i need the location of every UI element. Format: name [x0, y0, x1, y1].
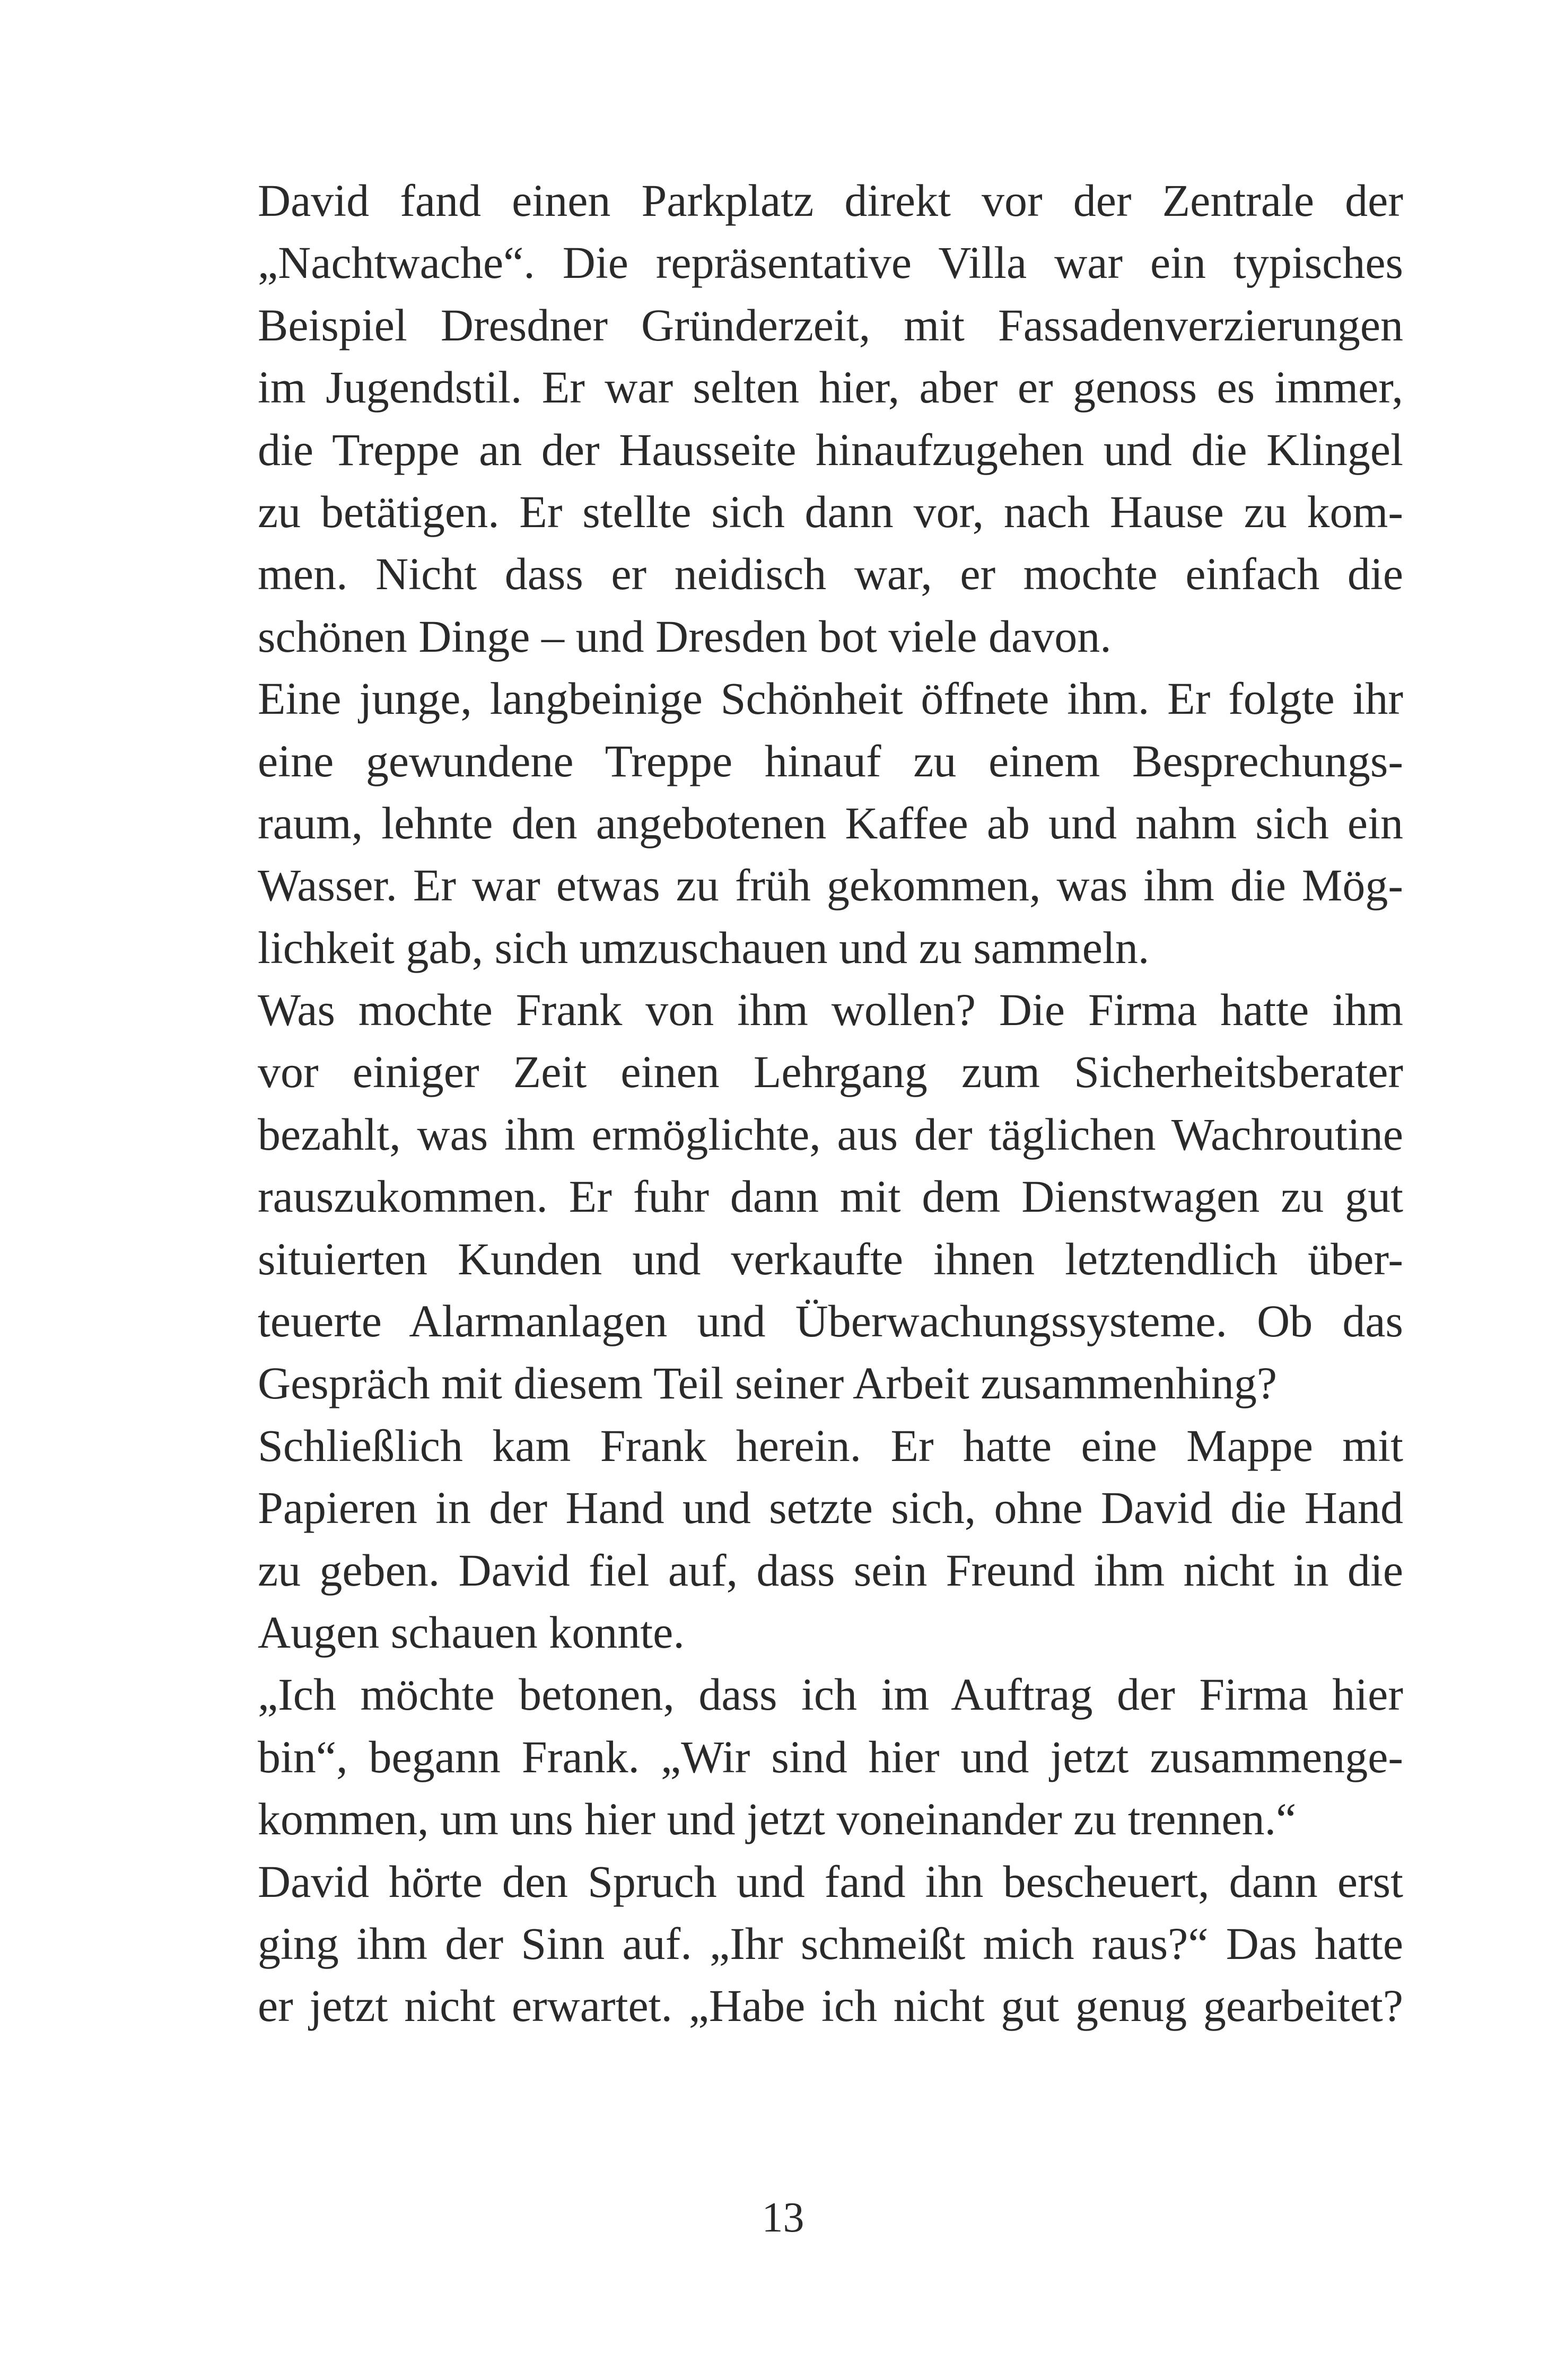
text-line: Wasser. Er war etwas zu früh gekommen, was ihm die Mög- — [258, 860, 1403, 911]
text-line: „Ich möchte betonen, dass ich im Auftrag der Firma hier — [258, 1669, 1403, 1720]
text-line: situierten Kunden und verkaufte ihnen letztendlich über- — [258, 1233, 1403, 1284]
text-line: zu betätigen. Er stellte sich dann vor, nach Hause zu kom- — [258, 486, 1403, 537]
text-line: schönen Dinge – und Dresden bot viele davon. — [258, 610, 1112, 662]
text-line: lichkeit gab, sich umzuschauen und zu sammeln. — [258, 922, 1150, 973]
text-line: David hörte den Spruch und fand ihn bescheuert, dann erst — [258, 1856, 1403, 1907]
text-line: eine gewundene Treppe hinauf zu einem Besprechungs- — [258, 735, 1403, 786]
page-number: 13 — [762, 2194, 804, 2241]
text-line: raum, lehnte den angebotenen Kaffee ab und nahm sich ein — [258, 797, 1403, 848]
text-line: zu geben. David fiel auf, dass sein Freund ihm nicht in die — [258, 1544, 1403, 1596]
text-line: ging ihm der Sinn auf. „Ihr schmeißt mich raus?“ Das hatte — [258, 1918, 1403, 1969]
text-line: Gespräch mit diesem Teil seiner Arbeit zusammenhing? — [258, 1358, 1278, 1409]
text-line: „Nachtwache“. Die repräsentative Villa war ein typisches — [258, 237, 1403, 288]
text-line: Was mochte Frank von ihm wollen? Die Firma hatte ihm — [258, 984, 1403, 1036]
text-line: teuerte Alarmanlagen und Überwachungssysteme. Ob das — [258, 1296, 1403, 1347]
text-line: die Treppe an der Hausseite hinaufzugehen und die Klingel — [258, 424, 1403, 475]
text-line: men. Nicht dass er neidisch war, er mochte einfach die — [258, 548, 1403, 600]
text-line: rauszukommen. Er fuhr dann mit dem Dienstwagen zu gut — [258, 1171, 1403, 1222]
text-line: im Jugendstil. Er war selten hier, aber er genoss es immer, — [258, 362, 1403, 413]
text-line: Eine junge, langbeinige Schönheit öffnete ihm. Er folgte ihr — [258, 673, 1403, 724]
text-line: Schließlich kam Frank herein. Er hatte eine Mappe mit — [258, 1420, 1403, 1471]
text-line: bezahlt, was ihm ermöglichte, aus der täglichen Wachroutine — [258, 1108, 1403, 1160]
text-line: Beispiel Dresdner Gründerzeit, mit Fassadenverzierungen — [258, 299, 1403, 351]
text-line: bin“, begann Frank. „Wir sind hier und jetzt zusammenge- — [258, 1731, 1403, 1782]
text-line: Augen schauen konnte. — [258, 1606, 685, 1658]
text-line: er jetzt nicht erwartet. „Habe ich nicht gut genug gearbeitet? — [258, 1980, 1403, 2032]
text-line: David fand einen Parkplatz direkt vor der Zentrale der — [258, 175, 1403, 226]
text-line: vor einiger Zeit einen Lehrgang zum Sicherheitsberater — [258, 1046, 1403, 1098]
text-line: Papieren in der Hand und setzte sich, ohne David die Hand — [258, 1482, 1403, 1534]
body-text — [258, 170, 1403, 2037]
text-line: kommen, um uns hier und jetzt voneinander zu trennen.“ — [258, 1793, 1297, 1845]
